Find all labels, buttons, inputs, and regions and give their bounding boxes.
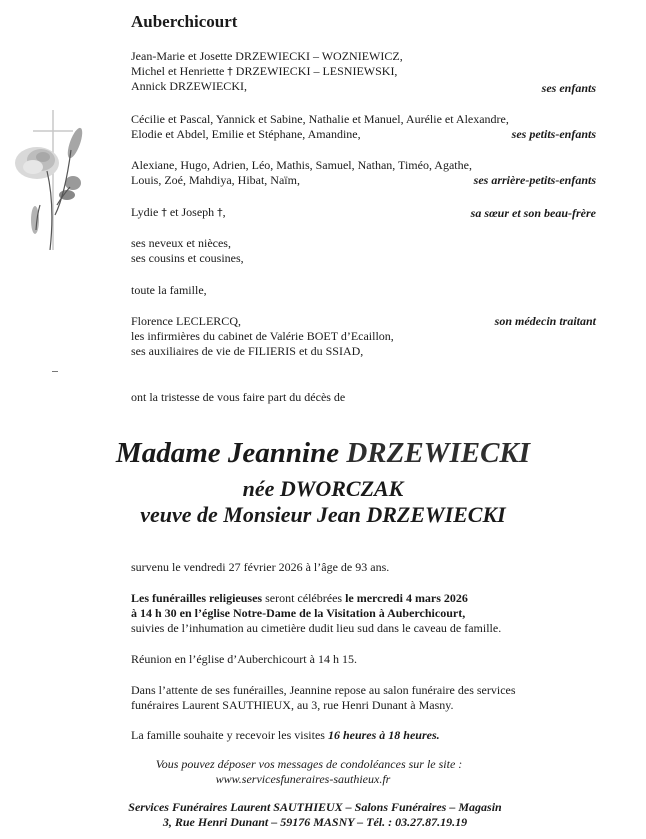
children-line-1: Jean-Marie et Josette DRZEWIECKI – WOZNIEWICZ, [131, 49, 403, 63]
relation-medical: son médecin traitant [494, 314, 596, 328]
sibling-2-cross-icon: † [217, 206, 223, 219]
medical-line-1: Florence LECLERCQ, [131, 314, 241, 328]
deceased-maiden-name: née DWORCZAK [242, 476, 404, 501]
rose-icon [15, 147, 59, 179]
deceased-cross-icon: † [227, 65, 233, 78]
announcement-text: ont la tristesse de vous faire part du décès de [131, 390, 346, 404]
sibling-name-1: Lydie [131, 205, 159, 219]
visits-line [131, 728, 440, 743]
funeral-line-2: à 14 h 30 en l’église Notre-Dame de la Visitation à Auberchicourt, [131, 606, 466, 620]
deceased-name [0, 436, 646, 470]
great-grandchildren-line-1: Alexiane, Hugo, Adrien, Léo, Mathis, Samuel, Nathan, Timéo, Agathe, [131, 158, 472, 172]
deceased-prefix: Madame Jeannine [115, 437, 340, 469]
relation-siblings: sa sœur et son beau-frère [470, 206, 596, 220]
funeral-line-3: suivies de l’inhumation au cimetière dudit lieu sud dans le caveau de famille. [131, 621, 502, 635]
relation-great-grandchildren: ses arrière-petits-enfants [473, 173, 596, 187]
relation-children: ses enfants [541, 81, 596, 95]
funeral-bold-1: Les funérailles religieuses [131, 591, 263, 605]
meeting-info: Réunion en l’église d’Auberchicourt à 14 h 15. [131, 652, 357, 666]
death-info: survenu le vendredi 27 février 2026 à l’âge de 93 ans. [131, 560, 390, 574]
deceased-surname: DRZEWIECKI [346, 437, 531, 469]
grandchildren-line-1: Cécilie et Pascal, Yannick et Sabine, Nathalie et Manuel, Aurélie et Alexandre, [131, 112, 509, 126]
condolences-text: Vous pouvez déposer vos messages de condoléances sur le site : [155, 757, 463, 771]
rest-line-1: Dans l’attente de ses funérailles, Jeannine repose au salon funéraire des services [131, 683, 516, 697]
deceased-widow-of: veuve de Monsieur Jean DRZEWIECKI [140, 502, 506, 527]
siblings-line [131, 205, 226, 220]
medical-line-2: les infirmières du cabinet de Valérie BOET d’Ecaillon, [131, 329, 394, 343]
siblings-suffix: , [222, 205, 226, 219]
sibling-1-cross-icon: † [161, 206, 167, 219]
condolences-url[interactable]: www.servicesfuneraires-sauthieux.fr [215, 772, 391, 786]
funeral-date: le mercredi 4 mars 2026 [345, 591, 468, 605]
great-grandchildren-line-2: Louis, Zoé, Mahdiya, Hibat, Naïm, [131, 173, 300, 187]
all-family-line: toute la famille, [131, 283, 207, 297]
children-line-2 [131, 64, 397, 79]
children-line-2-start: Michel et Henriette [131, 64, 225, 78]
visits-text: La famille souhaite y recevoir les visites [131, 728, 328, 742]
cross-flower-illustration [5, 105, 95, 250]
funeral-line-1 [131, 591, 468, 606]
nephews-line-2: ses cousins et cousines, [131, 251, 244, 265]
scan-mark [52, 371, 58, 372]
children-line-3: Annick DRZEWIECKI, [131, 79, 247, 93]
footer-company: Services Funéraires Laurent SAUTHIEUX – Salons Funéraires – Magasin [128, 800, 502, 814]
sibling-name-2: et Joseph [169, 205, 215, 219]
funeral-text-1: seront célébrées [262, 591, 346, 605]
visits-hours: 16 heures à 18 heures. [327, 728, 440, 742]
grandchildren-line-2: Elodie et Abdel, Emilie et Stéphane, Amandine, [131, 127, 361, 141]
city-heading: Auberchicourt [131, 12, 238, 31]
rest-line-2: funéraires Laurent SAUTHIEUX, au 3, rue Henri Dunant à Masny. [131, 698, 454, 712]
nephews-line-1: ses neveux et nièces, [131, 236, 231, 250]
relation-grandchildren: ses petits-enfants [511, 127, 596, 141]
children-line-2-end: DRZEWIECKI – LESNIEWSKI, [235, 64, 398, 78]
medical-line-3: ses auxiliaires de vie de FILIERIS et du SSIAD, [131, 344, 364, 358]
footer-address: 3, Rue Henri Dunant – 59176 MASNY – Tél. : 03.27.87.19.19 [162, 815, 468, 829]
